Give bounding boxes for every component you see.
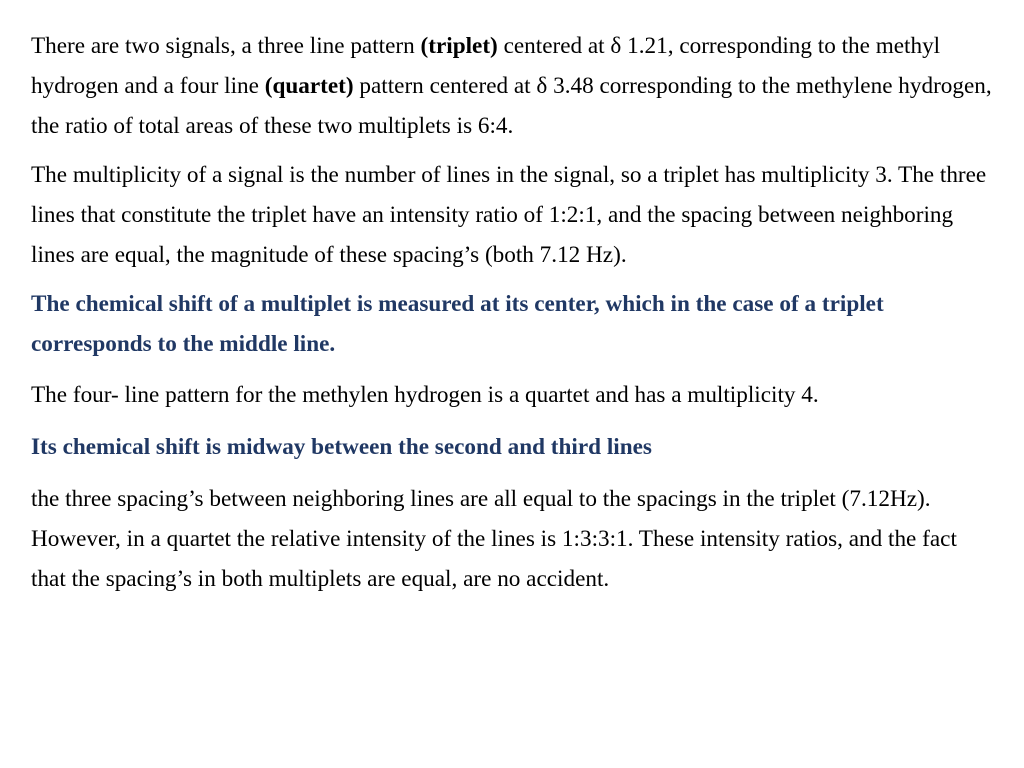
paragraph-signals (31, 27, 996, 146)
paragraph-chemical-shift-quartet: Its chemical shift is midway between the second and third lines (31, 434, 652, 461)
paragraph-quartet: The four- line pattern for the methylen hydrogen is a quartet and has a multiplicity 4. (31, 382, 819, 409)
paragraph-multiplicity: The multiplicity of a signal is the number of lines in the signal, so a triplet has multiplicity 3. The three lines that constitute the triplet have an intensity ratio of 1:2:1, and the spacing between neighboring lines are equal, the magnitude of these spacing’s (both 7.12 Hz). (31, 162, 987, 268)
quartet-term: (quartet) (264, 72, 354, 99)
signals-text-1: There are two signals, a three line pattern (31, 33, 421, 59)
signals-text-3: pattern centered at δ 3.48 corresponding to the methylene hydrogen, the ratio of total areas of these two multiplets is 6:4. (31, 72, 992, 139)
paragraph-intensity-ratios: the three spacing’s between neighboring lines are all equal to the spacings in the triplet (7.12Hz). However, in a quartet the relative intensity of the lines is 1:3:3:1. These intensity ratios, and the fact that the spacing’s in both multiplets are equal, are no accident. (31, 485, 957, 592)
paragraph-chemical-shift-triplet: The chemical shift of a multiplet is measured at its center, which in the case of a triplet corresponds to the middle line. (31, 290, 884, 357)
signals-text-2: centered at δ 1.21, corresponding to the methyl hydrogen and a four line (31, 33, 941, 99)
slide-body (31, 27, 996, 599)
triplet-term: (triplet) (420, 33, 498, 59)
